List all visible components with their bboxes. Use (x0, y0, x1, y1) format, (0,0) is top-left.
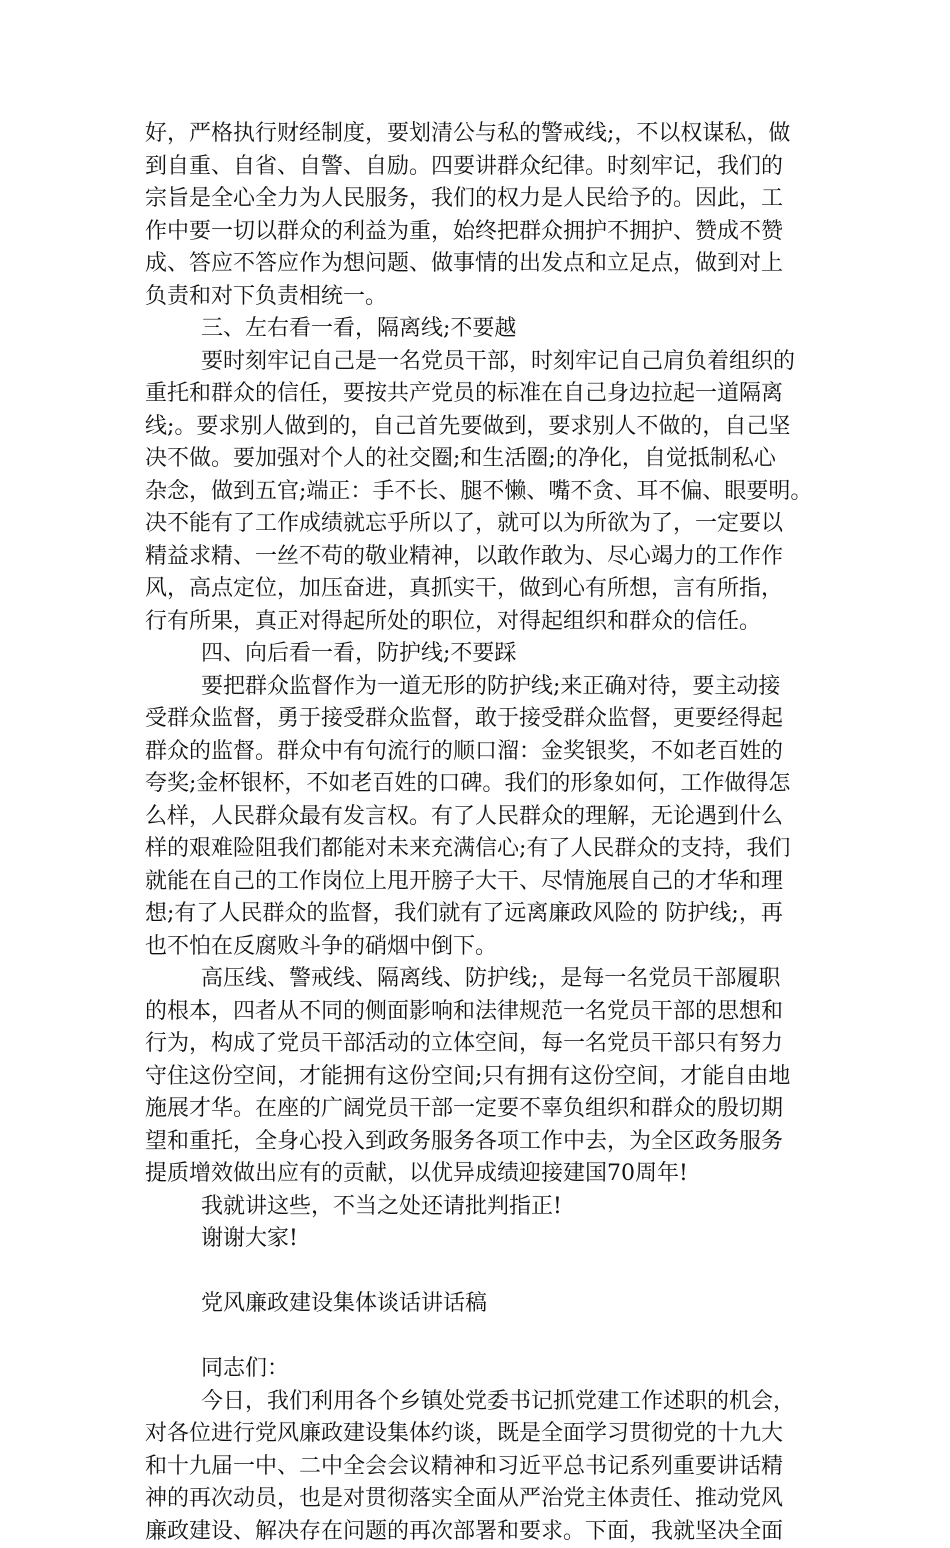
text-line: 的根本，四者从不同的侧面影响和法律规范一名党员干部的思想和 (145, 996, 835, 1029)
blank-line (145, 1321, 835, 1354)
section-heading: 四、向后看一看，防护线;不要踩 (145, 638, 835, 671)
document-body (145, 118, 835, 1548)
text-line: 样的艰难险阻我们都能对未来充满信心;有了人民群众的支持，我们 (145, 833, 835, 866)
text-line: 决不做。要加强对个人的社交圈;和生活圈;的净化，自觉抵制私心 (145, 443, 835, 476)
text-line: 线;。要求别人做到的，自己首先要做到，要求别人不做的，自己坚 (145, 411, 835, 444)
text-line: 到自重、自省、自警、自励。四要讲群众纪律。时刻牢记，我们的 (145, 151, 835, 184)
text-line: 谢谢大家! (145, 1223, 835, 1256)
text-line: 望和重托，全身心投入到政务服务各项工作中去，为全区政务服务 (145, 1126, 835, 1159)
text-line: 今日，我们利用各个乡镇处党委书记抓党建工作述职的机会， (145, 1386, 835, 1419)
text-line: 行为，构成了党员干部活动的立体空间，每一名党员干部只有努力 (145, 1028, 835, 1061)
text-line: 重托和群众的信任，要按共产党员的标准在自己身边拉起一道隔离 (145, 378, 835, 411)
text-line: 对各位进行党风廉政建设集体约谈，既是全面学习贯彻党的十九大 (145, 1418, 835, 1451)
document-title: 党风廉政建设集体谈话讲话稿 (145, 1288, 835, 1321)
text-line: 神的再次动员，也是对贯彻落实全面从严治党主体责任、推动党风 (145, 1483, 835, 1516)
blank-line (145, 1256, 835, 1289)
text-line: 夸奖;金杯银杯，不如老百姓的口碑。我们的形象如何，工作做得怎 (145, 768, 835, 801)
text-line: 风，高点定位，加压奋进，真抓实干，做到心有所想，言有所指， (145, 573, 835, 606)
text-line: 精益求精、一丝不苟的敬业精神，以敢作敢为、尽心竭力的工作作 (145, 541, 835, 574)
text-line: 想;有了人民群众的监督，我们就有了远离廉政风险的 防护线;，再 (145, 898, 835, 931)
text-line: 守住这份空间，才能拥有这份空间;只有拥有这份空间，才能自由地 (145, 1061, 835, 1094)
text-line: 施展才华。在座的广阔党员干部一定要不辜负组织和群众的殷切期 (145, 1093, 835, 1126)
text-line: 决不能有了工作成绩就忘乎所以了，就可以为所欲为了，一定要以 (145, 508, 835, 541)
text-line: 提质增效做出应有的贡献，以优异成绩迎接建国70周年! (145, 1158, 835, 1191)
text-line: 受群众监督，勇于接受群众监督，敢于接受群众监督，更要经得起 (145, 703, 835, 736)
text-line: 要时刻牢记自己是一名党员干部，时刻牢记自己肩负着组织的 (145, 346, 835, 379)
text-line: 好，严格执行财经制度，要划清公与私的警戒线;，不以权谋私，做 (145, 118, 835, 151)
text-line: 行有所果，真正对得起所处的职位，对得起组织和群众的信任。 (145, 606, 835, 639)
text-line: 杂念，做到五官;端正：手不长、腿不懒、嘴不贪、耳不偏、眼要明。 (145, 476, 835, 509)
text-line: 作中要一切以群众的利益为重，始终把群众拥护不拥护、赞成不赞 (145, 216, 835, 249)
text-line: 和十九届一中、二中全会会议精神和习近平总书记系列重要讲话精 (145, 1451, 835, 1484)
text-line: 就能在自己的工作岗位上甩开膀子大干、尽情施展自己的才华和理 (145, 866, 835, 899)
section-heading: 三、左右看一看，隔离线;不要越 (145, 313, 835, 346)
salutation: 同志们： (145, 1353, 835, 1386)
text-line: 也不怕在反腐败斗争的硝烟中倒下。 (145, 931, 835, 964)
text-line: 成、答应不答应作为想问题、做事情的出发点和立足点，做到对上 (145, 248, 835, 281)
text-line: 么样，人民群众最有发言权。有了人民群众的理解，无论遇到什么 (145, 801, 835, 834)
text-line: 高压线、警戒线、隔离线、防护线;，是每一名党员干部履职 (145, 963, 835, 996)
text-line: 我就讲这些，不当之处还请批判指正! (145, 1191, 835, 1224)
text-line: 廉政建设、解决存在问题的再次部署和要求。下面，我就坚决全面 (145, 1516, 835, 1548)
text-line: 负责和对下负责相统一。 (145, 281, 835, 314)
text-line: 宗旨是全心全力为人民服务，我们的权力是人民给予的。因此，工 (145, 183, 835, 216)
text-line: 群众的监督。群众中有句流行的顺口溜：金奖银奖，不如老百姓的 (145, 736, 835, 769)
text-line: 要把群众监督作为一道无形的防护线;来正确对待，要主动接 (145, 671, 835, 704)
